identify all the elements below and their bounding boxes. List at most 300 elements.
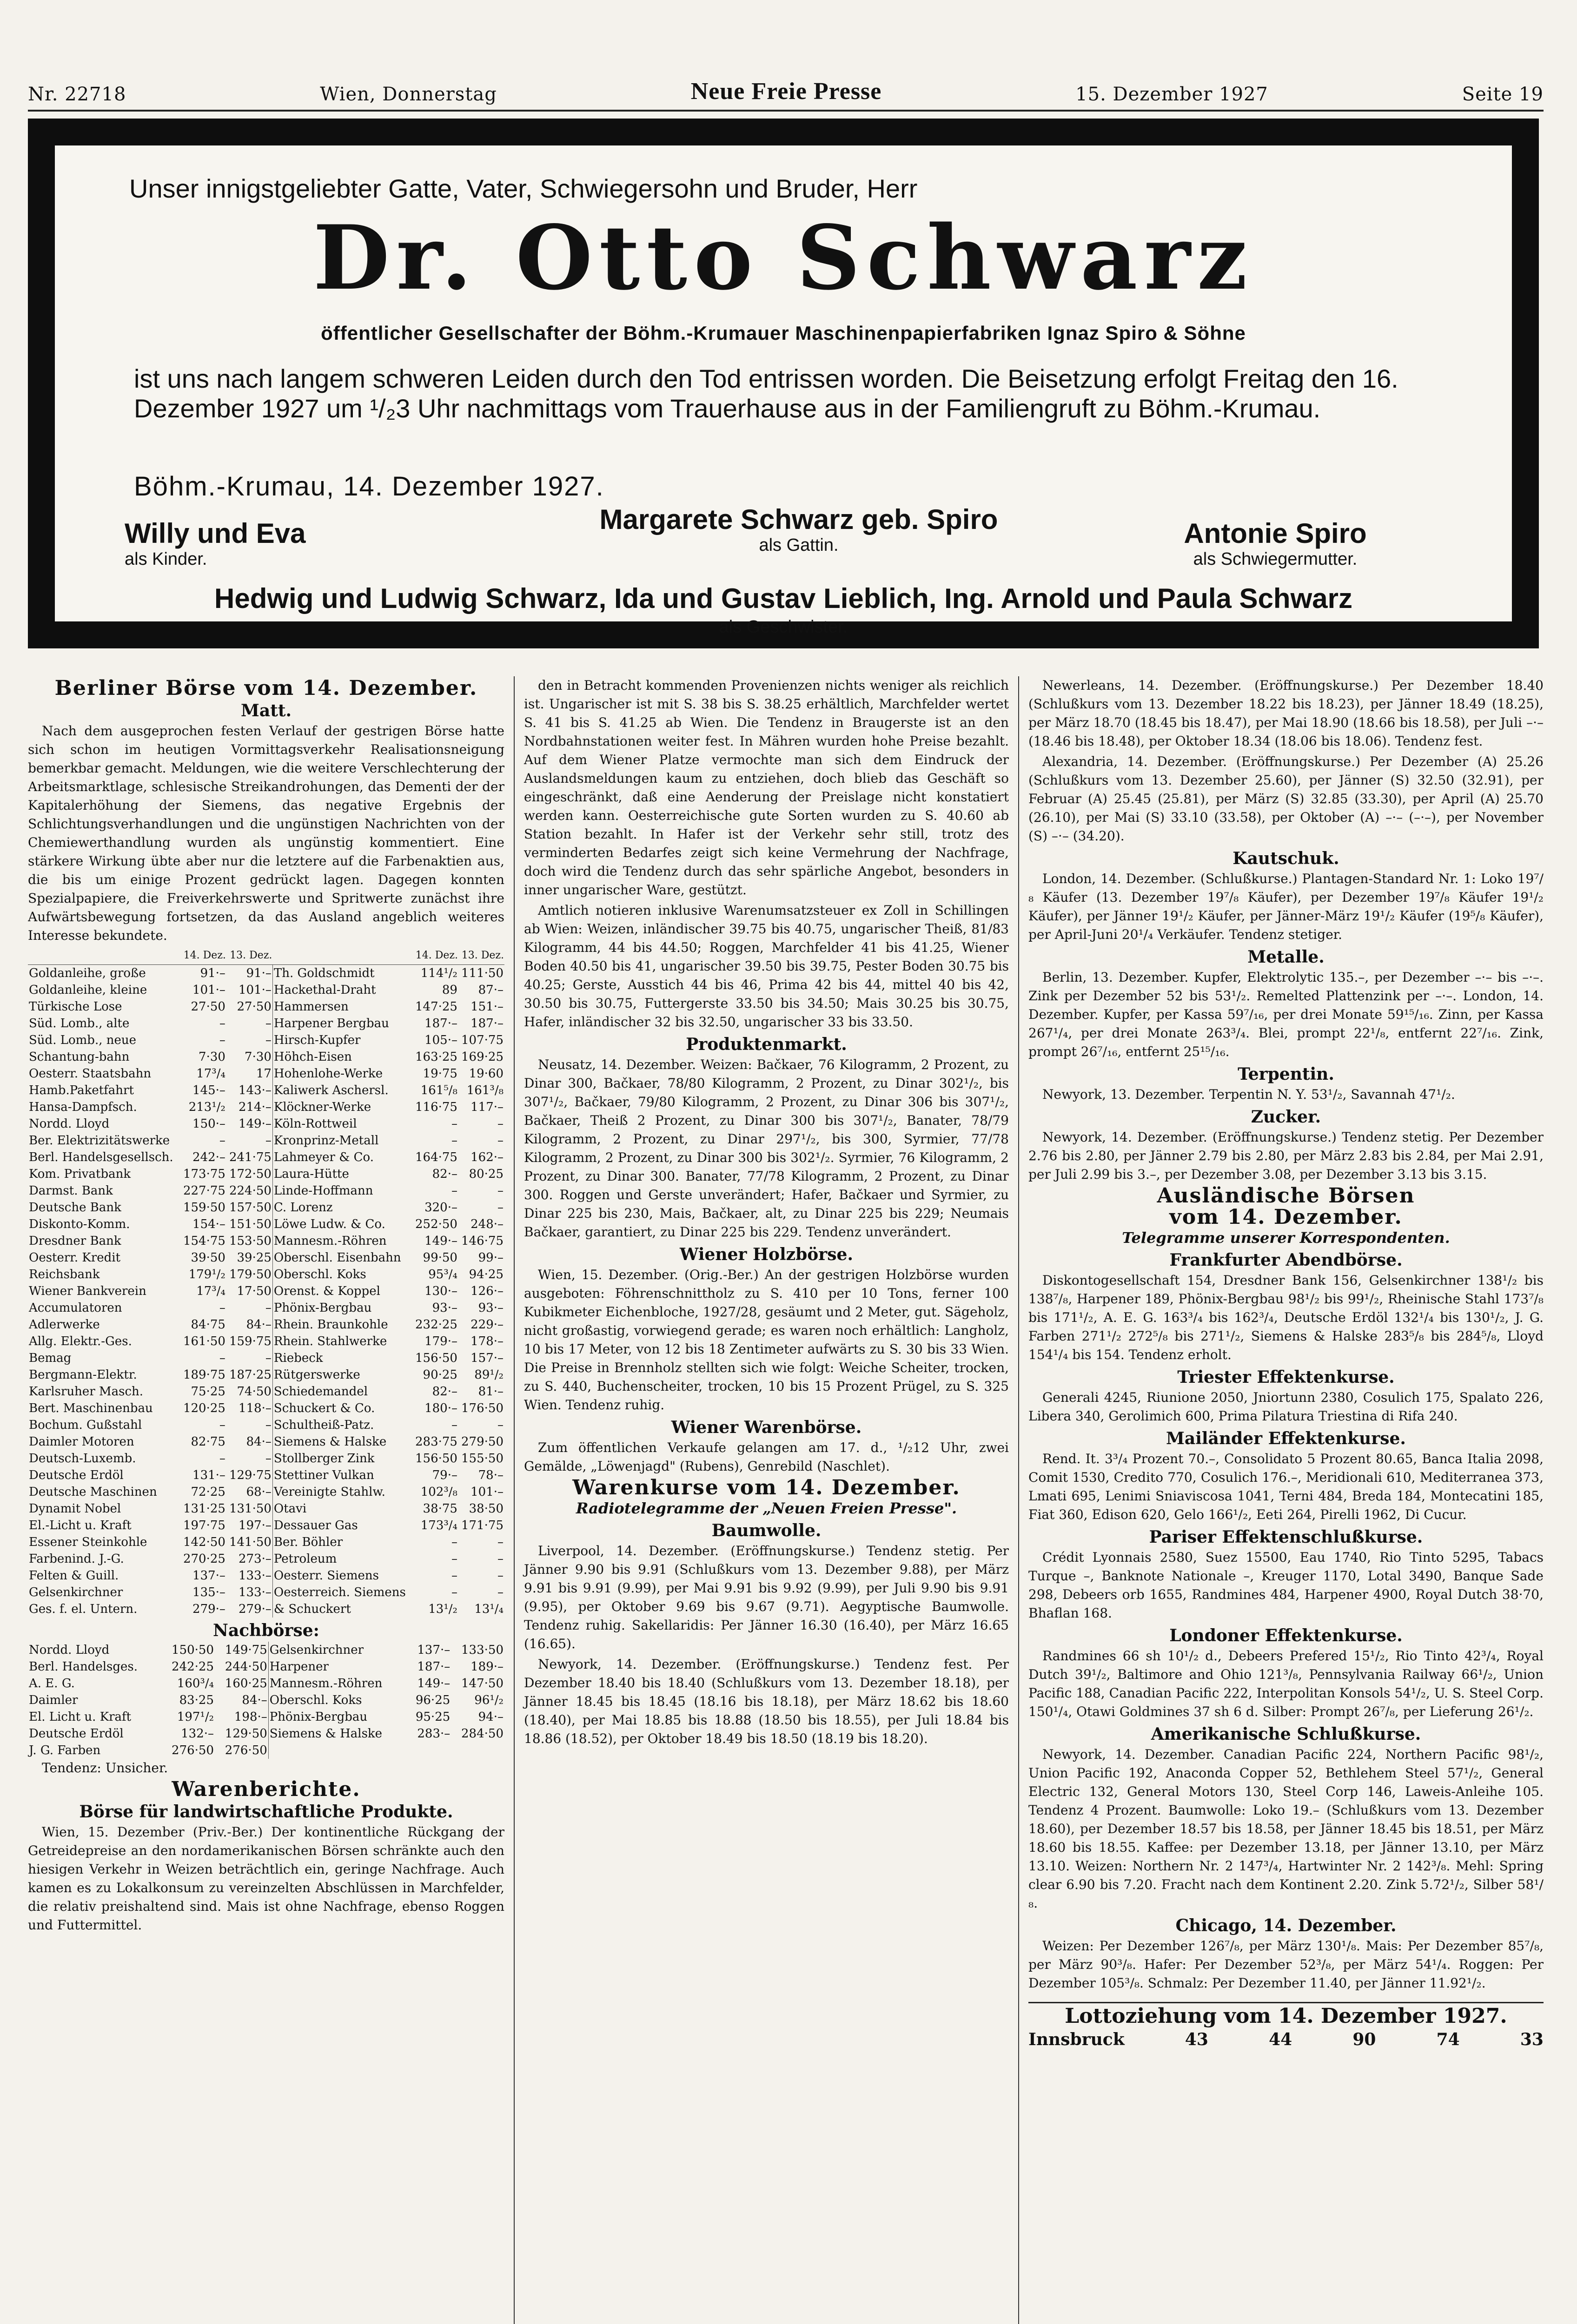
stock-value: 147·25 [415, 1000, 457, 1014]
obituary-place-date: Böhm.-Krumau, 14. Dezember 1927. [134, 471, 604, 502]
amerika-title: Amerikanische Schlußkurse. [1151, 1724, 1421, 1744]
stock-name: Otavi [272, 1500, 412, 1517]
table-row [28, 1199, 504, 1216]
table-row [28, 1534, 504, 1551]
section-title: Berliner Börse vom 14. Dezember. [54, 676, 478, 700]
stock-name: Bert. Maschinenbau [29, 1401, 153, 1415]
stock-value: 101·– [239, 983, 272, 997]
stock-value: – [497, 1184, 504, 1198]
table-row [28, 1383, 504, 1400]
stock-value: 83·25 [179, 1693, 214, 1707]
stock-value: 189·– [470, 1660, 504, 1674]
column-header: 13. Dez. [458, 947, 504, 965]
stock-value: 132·– [181, 1727, 214, 1741]
stock-value: 131·50 [229, 1502, 272, 1516]
table-row [28, 1725, 504, 1742]
stock-name: Riebeck [272, 1350, 412, 1367]
stock-value: 149·– [424, 1234, 457, 1248]
stock-value: 173³/₄ [420, 1519, 457, 1532]
stock-value: 74·50 [237, 1385, 272, 1399]
auslaendische-boersen-date: vom 14. Dezember. [1169, 1205, 1403, 1229]
stock-value: 80·25 [469, 1167, 504, 1181]
stock-value: 178·– [470, 1334, 504, 1348]
stock-value: 156·50 [415, 1452, 457, 1466]
stock-name: Orenst. & Koppel [272, 1283, 412, 1300]
stock-name: Schultheiß-Patz. [272, 1417, 412, 1433]
stock-name: Türkische Lose [29, 1000, 122, 1014]
table-row [28, 1584, 504, 1601]
stock-name: Löwe Ludw. & Co. [272, 1216, 412, 1233]
stock-name: Dessauer Gas [272, 1517, 412, 1534]
stock-value: 224·50 [229, 1184, 272, 1198]
stock-name: C. Lorenz [272, 1199, 412, 1216]
obituary-siblings: Hedwig und Ludwig Schwarz, Ida und Gustav Lieblich, Ing. Arnold und Paula Schwarz [214, 583, 1352, 614]
lotto-number: 43 [1185, 2030, 1208, 2049]
stock-value: 94·25 [469, 1268, 504, 1281]
issue-date: 15. Dezember 1927 [1075, 84, 1268, 105]
stock-value: 179¹/₂ [188, 1268, 225, 1281]
stock-name: Vereinigte Stahlw. [272, 1484, 412, 1500]
table-row [28, 1517, 504, 1534]
stock-value: 176·50 [461, 1401, 504, 1415]
issue-number: Nr. 22718 [28, 84, 126, 105]
stock-value: – [497, 1418, 504, 1432]
nachboerse-label: Nachbörse: [213, 1621, 319, 1640]
stock-value: 84·75 [191, 1318, 225, 1332]
stock-value: 154·– [192, 1217, 225, 1231]
warenboerse-title: Wiener Warenbörse. [671, 1418, 862, 1437]
stock-value: 114¹/₂ [420, 966, 457, 980]
stock-name: Ber. Elektrizitätswerke [29, 1134, 170, 1148]
stock-name: Kom. Privatbank [29, 1167, 131, 1181]
stock-value: 131·25 [183, 1502, 225, 1516]
stock-value: – [265, 1351, 272, 1365]
stock-value: – [219, 1351, 225, 1365]
stock-value: 91·– [200, 966, 225, 980]
stock-name: Petroleum [272, 1551, 412, 1567]
london-title: Londoner Effektenkurse. [1169, 1626, 1403, 1645]
stock-value: 117·– [470, 1100, 504, 1114]
paris-title: Pariser Effektenschlußkurse. [1149, 1527, 1423, 1547]
table-row [28, 1132, 504, 1149]
stock-value: 187·– [470, 1017, 504, 1030]
stock-value: 146·75 [461, 1234, 504, 1248]
stock-name: A. E. G. [29, 1677, 75, 1690]
table-row [28, 1249, 504, 1266]
stock-value: 27·50 [191, 1000, 225, 1014]
article-text: Rend. It. 3³/₄ Prozent 70.–, Consolidato 5 Prozent 80.65, Banca Italia 2098, Comit 1530, Credito 770, Cosulich 176.–, Meridionali 610, Mediterranea 373, Lmati 695, Lenimi Sniaviscosa 1041, Terni 484, Breda 184, Montecatini 185, Fiat 360, Edison 620, Gelo 166¹/₂, Eeti 264, Pirelli 1962, Di Cucur. [1028, 1451, 1544, 1522]
article-text: Weizen: Per Dezember 126⁷/₈, per März 130¹/₈. Mais: Per Dezember 85⁷/₈, per März 90³/₈. Hafer: Per Dezember 52³/₈, per März 54¹/₄. Roggen: Per Dezember 105³/₈. Schmalz: Per Dezember 11.40, per Jänner 11.92¹/₂. [1028, 1938, 1544, 1991]
column-header [28, 947, 180, 965]
table-row [28, 1300, 504, 1316]
stock-value: 105·– [424, 1033, 457, 1047]
table-row [28, 1065, 504, 1082]
stock-name: Diskonto-Komm. [29, 1217, 130, 1231]
stock-value: 162·– [470, 1150, 504, 1164]
table-row [28, 1283, 504, 1300]
article-text: Newyork, 14. Dezember. (Eröffnungskurse.) Tendenz fest. Per Dezember 18.40 bis 18.40 (Schlußkurs vom 13. Dezember 18.18), per Jänner 18.45 bis 18.45 (18.16 bis 18.18), per März 18.62 bis 18.60 (18.40), per Mai 18.85 bis 18.88 (18.50 bis 18.55), per Juli 18.84 bis 18.86 (18.52), per Oktober 18.49 bis 18.50 (18.19 bis 18.20). [524, 1657, 1009, 1746]
signer-name: Willy und Eva [125, 518, 306, 549]
stock-value: – [497, 1117, 504, 1131]
section-subtitle: Matt. [241, 701, 292, 720]
stock-name: Dresdner Bank [29, 1234, 121, 1248]
stock-name: Berl. Handelsgesellsch. [29, 1150, 173, 1164]
stock-name: Hansa-Dampfsch. [29, 1100, 137, 1114]
stock-value: 147·50 [461, 1677, 504, 1690]
signer-children [125, 517, 450, 569]
stock-value: 95·25 [415, 1710, 451, 1724]
table-row [28, 1500, 504, 1517]
stock-value: 227·75 [183, 1184, 225, 1198]
stock-name: Deutsch-Luxemb. [29, 1452, 136, 1466]
stock-value: 156·50 [415, 1351, 457, 1365]
column-header: 14. Dez. [412, 947, 458, 965]
article-text: Neusatz, 14. Dezember. Weizen: Bačkaer, 76 Kilogramm, 2 Prozent, zu Dinar 300, Bačkaer, 78/80 Kilogramm, 2 Prozent, zu Dinar 302¹/₂, bis 307¹/₂, Bačkaer, 79/80 Kilogramm, 2 Prozent, zu Dinar 306 bis 307¹/₂, Bačkaer, Theiß 2 Prozent, zu Dinar 300 bis 307¹/₂, Banater, 78/79 Kilogramm, 2 Prozent, zu Dinar 297¹/₂, bis 300, Syrmier, 77/78 Kilogramm, 2 Prozent, zu Dinar 300 bis 302¹/₂. Syrmier, 76 Kilogramm, 2 Prozent, zu Dinar 300. Banater, 77/78 Kilogramm, 2 Prozent, zu Dinar 300. Roggen und Gerste unverändert; Hafer, Bačkaer und Syrmier, zu Dinar 225 bis 230, Mais, Bačkaer, alt, zu Dinar 225 bis 229; Neumais Bačkaer, garantiert, zu Dinar 225 bis 229. Tendenz unverändert. [524, 1057, 1009, 1240]
stock-value: 273·– [239, 1552, 272, 1566]
article-text: London, 14. Dezember. (Schlußkurse.) Plantagen-Standard Nr. 1: Loko 19⁷/₈ Käufer (13. Dezember 19⁷/₈ Käufer), per Dezember 19⁷/₈ Käufer 19¹/₂ Käufer), per Jänner 19¹/₂ Käufer, per Jänner-März 19¹/₂ Käufer (19⁵/₈ Käufer), per April-Juni 20¹/₄ Verkäufer. Tendenz stetiger. [1028, 871, 1544, 942]
masthead: Neue Freie Presse [690, 78, 882, 105]
stock-value: 133·– [239, 1585, 272, 1599]
stock-value: 160·25 [225, 1677, 267, 1690]
stock-name: Ber. Böhler [272, 1534, 412, 1551]
stock-name: Oberschl. Eisenbahn [272, 1249, 412, 1266]
correspondents-tagline: Telegramme unserer Korrespondenten. [1122, 1229, 1450, 1247]
zucker-title: Zucker. [1251, 1107, 1321, 1127]
stock-value: 145·– [192, 1083, 225, 1097]
stock-name: Reichsbank [29, 1268, 100, 1281]
stock-name: Süd. Lomb., alte [29, 1017, 130, 1030]
stock-value: 141·50 [229, 1535, 272, 1549]
table-row [28, 1467, 504, 1484]
stock-value: – [451, 1117, 457, 1131]
stock-value: 7·30 [199, 1050, 225, 1064]
stock-value: 159·50 [183, 1201, 225, 1215]
warenkurse-title: Warenkurse vom 14. Dezember. [572, 1476, 961, 1499]
stock-value: 169·25 [461, 1050, 504, 1064]
stock-value: 13¹/₄ [474, 1602, 504, 1616]
table-row [28, 1049, 504, 1065]
stock-name: Schuckert & Co. [272, 1400, 412, 1417]
table-row [28, 1658, 504, 1675]
stock-value: – [497, 1569, 504, 1583]
stock-value: 189·75 [183, 1368, 225, 1382]
signer-role: als Schwiegermutter. [1193, 549, 1358, 569]
stock-name: Harpener [268, 1658, 407, 1675]
stock-value: 155·50 [461, 1452, 504, 1466]
stock-name [268, 1742, 407, 1759]
stock-name: Th. Goldschmidt [272, 965, 412, 982]
table-row [28, 982, 504, 998]
stock-value: – [219, 1301, 225, 1315]
stock-name: Darmst. Bank [29, 1184, 113, 1198]
lotto-number: 33 [1520, 2030, 1544, 2049]
nachboerse-table [28, 1642, 504, 1759]
article-text: Newyork, 14. Dezember. (Eröffnungskurse.) Tendenz stetig. Per Dezember 2.76 bis 2.80, per Jänner 2.79 bis 2.80, per März 2.83 bis 2.84, per Mai 2.91, per Juli 2.99 bis 3.–, per Dezember 3.08, per Dezember 3.13 bis 3.15. [1028, 1129, 1544, 1182]
stock-value: – [265, 1134, 272, 1148]
table-row [28, 1099, 504, 1116]
stock-value: 27·50 [237, 1000, 272, 1014]
table-row [28, 965, 504, 982]
produktenmarkt-title: Produktenmarkt. [686, 1035, 847, 1054]
stock-value: 96¹/₂ [474, 1693, 504, 1707]
stock-name: Wiener Bankverein [29, 1284, 146, 1298]
stock-value: 149·75 [225, 1643, 267, 1657]
stock-name: & Schuckert [272, 1601, 412, 1618]
stock-value: 84·– [242, 1693, 267, 1707]
stock-value: 17³/₄ [196, 1067, 225, 1081]
article-text: Newerleans, 14. Dezember. (Eröffnungskurse.) Per Dezember 18.40 (Schlußkurs vom 13. Dezember 18.22 bis 18.23), per Jänner 18.49 (18.25), per März 18.70 (18.45 bis 18.47), per Mai 18.90 (18.66 bis 18.58), per Juli –·– (18.46 bis 18.48), per Oktober 18.34 (18.06 bis 18.06). Tendenz fest. [1028, 678, 1544, 749]
stock-name: Laura-Hütte [272, 1166, 412, 1182]
table-row [28, 1433, 504, 1450]
stock-name: Hirsch-Kupfer [272, 1032, 412, 1049]
stock-name: Oberschl. Koks [268, 1692, 407, 1709]
table-row [28, 1675, 504, 1692]
chicago-head: Chicago, 14. Dezember. [1175, 1916, 1397, 1935]
stock-value: – [451, 1552, 457, 1566]
stock-name: Stettiner Vulkan [272, 1467, 412, 1484]
stock-value: 120·25 [183, 1401, 225, 1415]
stock-name: Kaliwerk Aschersl. [272, 1082, 412, 1099]
stock-value: 13¹/₂ [428, 1602, 457, 1616]
stock-table [28, 947, 504, 1618]
stock-value: 17·50 [237, 1284, 272, 1298]
stock-name: Lahmeyer & Co. [272, 1149, 412, 1166]
stock-name: Nordd. Lloyd [29, 1643, 110, 1657]
stock-value: 38·50 [469, 1502, 504, 1516]
stock-value: – [497, 1552, 504, 1566]
stock-value: 95³/₄ [428, 1268, 457, 1281]
stock-name: Gelsenkirchner [268, 1642, 407, 1658]
stock-value: 248·– [470, 1217, 504, 1231]
stock-value: 172·50 [229, 1167, 272, 1181]
stock-value: 17³/₄ [196, 1284, 225, 1298]
stock-value: 133·– [239, 1569, 272, 1583]
stock-value: 171·75 [461, 1519, 504, 1532]
stock-name: Mannesm.-Röhren [272, 1233, 412, 1249]
stock-value: 99·– [478, 1251, 504, 1265]
article-text: Zum öffentlichen Verkaufe gelangen am 17. d., ¹/₂12 Uhr, zwei Gemälde, „Löwenjagd" (Rubens), Genrebild (Naschlet). [524, 1440, 1009, 1474]
stock-name: Essener Steinkohle [29, 1535, 147, 1549]
stock-value: 283·– [417, 1727, 451, 1741]
lotto-number: 90 [1352, 2030, 1376, 2049]
column-berlin-boerse [28, 676, 504, 2324]
stock-value: – [451, 1134, 457, 1148]
holzboerse-title: Wiener Holzbörse. [680, 1245, 853, 1264]
stock-value: 81·– [478, 1385, 504, 1399]
stock-value: 111·50 [461, 966, 504, 980]
column-markets [514, 676, 1009, 2324]
article-text: Amtlich notieren inklusive Warenumsatzsteuer ex Zoll in Schillingen ab Wien: Weizen, inländischer 39.75 bis 40.75, ungarischer Theiß, 81/83 Kilogramm, 44 bis 44.50; Roggen, Marchfelder 41 bis 41.25, Wiener Boden 40.50 bis 41, ungarischer 39.50 bis 39.75, Pester Boden 30.75 bis 40.25; Gerste, Ausstich 44 bis 46, Prima 42 bis 44, mittel 40 bis 42, 30.50 bis 30.75, Futtergerste 33.50 bis 34.50; Mais 30.25 bis 30.75, Hafer, inländischer 32 bis 32.50, ungarischer 33 bis 33.50. [524, 903, 1009, 1030]
stock-value: – [497, 1535, 504, 1549]
stock-value: 87·– [478, 983, 504, 997]
lotto-number: 44 [1269, 2030, 1292, 2049]
stock-value: 84·– [246, 1435, 272, 1449]
lotto-city: Innsbruck [1028, 2030, 1125, 2049]
table-row [28, 1709, 504, 1725]
obituary-name: Dr. Otto Schwarz [313, 206, 1254, 310]
stock-value: 84·– [246, 1318, 272, 1332]
stock-name: Adlerwerke [29, 1318, 100, 1332]
stock-name: Ges. f. el. Untern. [29, 1602, 138, 1616]
stock-name: Karlsruher Masch. [29, 1385, 144, 1399]
stock-value: – [451, 1418, 457, 1432]
stock-name: Köln-Rottweil [272, 1116, 412, 1132]
stock-value: 284·50 [461, 1727, 504, 1741]
stock-name: Accumulatoren [29, 1301, 122, 1315]
stock-value: 159·75 [229, 1334, 272, 1348]
stock-value: 151·– [470, 1000, 504, 1014]
stock-value: 19·75 [423, 1067, 457, 1081]
table-row [28, 1266, 504, 1283]
article-text: Newyork, 14. Dezember. Canadian Pacific 224, Northern Pacific 98¹/₂, Union Pacific 192, Anaconda Copper 52, Bethlehem Steel 57¹/₂, General Electric 132, General Motors 130, Steel Corp 146, Laweis-Anleihe 105. Tendenz 4 Prozent. Baumwolle: Loko 19.– (Schlußkurs vom 13. Dezember 18.60), per Dezember 18.57 bis 18.58, per Jänner 18.45 bis 18.51, per März 18.60 bis 18.55. Kaffee: per Dezember 13.18, per Jänner 13.10, per März 13.10. Weizen: Northern Nr. 2 147³/₄, Hartwinter Nr. 2 142³/₈. Mehl: Spring clear 6.90 bis 7.20. Fracht nach dem Kontinent 2.20. Zink 5.72¹/₂, Silber 58¹/₈. [1028, 1747, 1544, 1911]
stock-name: Rhein. Braunkohle [272, 1316, 412, 1333]
stock-name: Schiedemandel [272, 1383, 412, 1400]
stock-value: 102³/₈ [420, 1485, 457, 1499]
stock-name: J. G. Farben [29, 1743, 101, 1757]
stock-value: – [265, 1452, 272, 1466]
signer-name: Margarete Schwarz geb. Spiro [599, 504, 998, 535]
stock-value: 101·– [192, 983, 225, 997]
kautschuk-title: Kautschuk. [1232, 849, 1339, 868]
stock-name: Hammersen [272, 998, 412, 1015]
stock-name: Deutsche Bank [29, 1201, 121, 1215]
page-header [28, 56, 1544, 112]
stock-value: 89 [442, 983, 457, 997]
warenberichte-subtitle: Börse für landwirtschaftliche Produkte. [79, 1802, 453, 1822]
article-text: Wien, 15. Dezember (Priv.-Ber.) Der kontinentliche Rückgang der Getreidepreise an den nordamerikanischen Börsen schränkte auch den hiesigen Verkehr in Weizen beträchtlich ein, geringe Nachfrage. Auch kamen es zu Lokalkonsum zu vereinzelten Abschlüssen in Marchfelder, die relativ preishaltend sind. Mais ist ohne Nachfrage, ebenso Roggen und Futtermittel. [28, 1824, 504, 1933]
stock-value: 78·– [478, 1468, 504, 1482]
stock-value: 137·– [192, 1569, 225, 1583]
table-row [28, 1601, 504, 1618]
article-text: Generali 4245, Riunione 2050, Jniortunn 2380, Cosulich 175, Spalato 226, Libera 340, Gerolimich 600, Prima Pilatura Triestina di Rifa 240. [1028, 1390, 1544, 1424]
table-row [28, 1400, 504, 1417]
stock-value: 283·75 [415, 1435, 457, 1449]
stock-name: Oesterr. Kredit [29, 1251, 121, 1265]
stock-value: – [497, 1585, 504, 1599]
stock-value: 279·– [192, 1602, 225, 1616]
obituary-intro: Unser innigstgeliebter Gatte, Vater, Schwiegersohn und Bruder, Herr [129, 174, 918, 203]
stock-value: 161⁵/₈ [420, 1083, 457, 1097]
stock-name: Bemag [29, 1351, 72, 1365]
stock-value: 180·– [424, 1401, 457, 1415]
table-row [28, 1567, 504, 1584]
stock-value: 143·– [239, 1083, 272, 1097]
stock-value: 187·– [424, 1017, 457, 1030]
article-text: Randmines 66 sh 10¹/₂ d., Debeers Prefered 15¹/₂, Rio Tinto 42³/₄, Royal Dutch 39¹/₂, Baltimore and Ohio 121³/₈, Pennsylvania Railway 66¹/₂, Union Pacific 188, Canadian Pacific 222, Interpolitan Konsols 54¹/₂, U. S. Steel Corp. 150¹/₄, Otawi Goldmines 37 sh 6 d. Silber: Prompt 26⁷/₈, per Lieferung 26¹/₂. [1028, 1648, 1544, 1719]
stock-name: Stollberger Zink [272, 1450, 412, 1467]
stock-value: 197¹/₂ [177, 1710, 214, 1724]
stock-value: – [265, 1301, 272, 1315]
stock-name: El.-Licht u. Kraft [29, 1519, 132, 1532]
table-row [28, 1350, 504, 1367]
stock-value: – [451, 1585, 457, 1599]
triest-title: Triester Effektenkurse. [1177, 1367, 1395, 1387]
table-row [28, 1233, 504, 1249]
obituary-siblings-role: als Geschwister. [719, 617, 848, 637]
stock-name: Hamb.Paketfahrt [29, 1083, 134, 1097]
stock-name: Oesterr. Siemens [272, 1567, 412, 1584]
stock-value: 91·– [246, 966, 272, 980]
stock-value: 149·– [239, 1117, 272, 1131]
stock-value: 96·25 [415, 1693, 451, 1707]
stock-value: 276·50 [172, 1743, 214, 1757]
stock-name: Rütgerswerke [272, 1367, 412, 1383]
table-row [28, 1551, 504, 1567]
auslaendische-boersen-title: Ausländische Börsen [1157, 1184, 1415, 1208]
stock-name: Süd. Lomb., neue [29, 1033, 137, 1047]
stock-value: – [265, 1017, 272, 1030]
signer-role: als Kinder. [125, 549, 207, 569]
table-row [28, 1082, 504, 1099]
page-number: Seite 19 [1462, 84, 1544, 105]
stock-value: 17 [256, 1067, 272, 1081]
stock-value: 276·50 [225, 1743, 267, 1757]
column-header: 13. Dez. [226, 947, 273, 965]
stock-value: 149·– [417, 1677, 451, 1690]
stock-name: Daimler Motoren [29, 1435, 134, 1449]
stock-name: Farbenind. J.-G. [29, 1552, 124, 1566]
stock-value: – [265, 1418, 272, 1432]
stock-value: – [219, 1017, 225, 1030]
stock-value: 214·– [239, 1100, 272, 1114]
table-row [28, 1216, 504, 1233]
table-row [28, 1367, 504, 1383]
stock-name: Siemens & Halske [272, 1433, 412, 1450]
stock-value: 82·– [432, 1167, 457, 1181]
tendency: Tendenz: Unsicher. [42, 1760, 168, 1776]
stock-value [451, 1742, 504, 1759]
table-row [28, 1316, 504, 1333]
obituary-subtitle: öffentlicher Gesellschafter der Böhm.-Krumauer Maschinenpapierfabriken Ignaz Spiro & Söhne [321, 322, 1246, 344]
stock-value: 164·75 [415, 1150, 457, 1164]
stock-value: 153·50 [229, 1234, 272, 1248]
stock-value: 154·75 [183, 1234, 225, 1248]
stock-value: 116·75 [415, 1100, 457, 1114]
stock-name: Deutsche Erdöl [29, 1727, 124, 1741]
stock-value: 93·– [432, 1301, 457, 1315]
mailand-title: Mailänder Effektenkurse. [1166, 1429, 1406, 1448]
stock-value: 99·50 [423, 1251, 457, 1265]
stock-value: 179·50 [229, 1268, 272, 1281]
table-row [28, 1484, 504, 1500]
stock-value: 90·25 [423, 1368, 457, 1382]
stock-name: Deutsche Maschinen [29, 1485, 157, 1499]
stock-value: 7·30 [245, 1050, 272, 1064]
table-row [28, 1116, 504, 1132]
table-row [28, 1032, 504, 1049]
article-text: Nach dem ausgeprochen festen Verlauf der gestrigen Börse hatte sich schon im heutigen Vormittagsverkehr Realisationsneigung bemerkbar gemacht. Meldungen, wie die weitere Verschlechterung der Arbeitsmarktlage, schlesische Streikandrohungen, das Dementi der der Kapitalerhöhung der Siemens, das negative Ergebnis der Schlichtungsverhandlungen und die ungünstigen Nachrichten von der Chemiewerthandlung wurden als ungünstig kommentiert. Eine stärkere Wirkung übte aber nur die letztere auf die Farbenaktien aus, die bis um einige Prozent gedrückt lagen. Dagegen konnten Spezialpapiere, die Freiverkehrswerte und Spritwerte zunächst ihre Aufwärtsbewegung fortsetzen, da das Ausland angeblich weiteres Interesse bekundete. [28, 723, 504, 943]
stock-name: Goldanleihe, kleine [29, 983, 147, 997]
column-header [272, 947, 412, 965]
stock-name: Siemens & Halske [268, 1725, 407, 1742]
stock-value: 118·– [239, 1401, 272, 1415]
stock-value: – [497, 1134, 504, 1148]
lotto-box [1028, 2002, 1544, 2049]
column-header: 14. Dez. [180, 947, 226, 965]
stock-name: Felten & Guill. [29, 1569, 119, 1583]
frankfurt-title: Frankfurter Abendbörse. [1169, 1250, 1403, 1270]
stock-value: 133·50 [461, 1643, 504, 1657]
table-row [28, 1742, 504, 1759]
table-row [28, 1417, 504, 1433]
stock-value: 161·50 [183, 1334, 225, 1348]
lotto-number: 74 [1436, 2030, 1460, 2049]
column-foreign-markets [1018, 676, 1544, 2324]
stock-value: 151·50 [229, 1217, 272, 1231]
stock-value: 198·– [234, 1710, 267, 1724]
stock-value: 75·25 [191, 1385, 225, 1399]
article-text: Crédit Lyonnais 2580, Suez 15500, Eau 1740, Rio Tinto 5295, Tabacs Turque –, Banknote Nationale –, Kreuger 1170, Lotal 3490, Banque Sade 298, Debeers orb 1655, Randmines 484, Harpener 4900, Royal Dutch 38·70, Bhaflan 168. [1028, 1550, 1544, 1621]
